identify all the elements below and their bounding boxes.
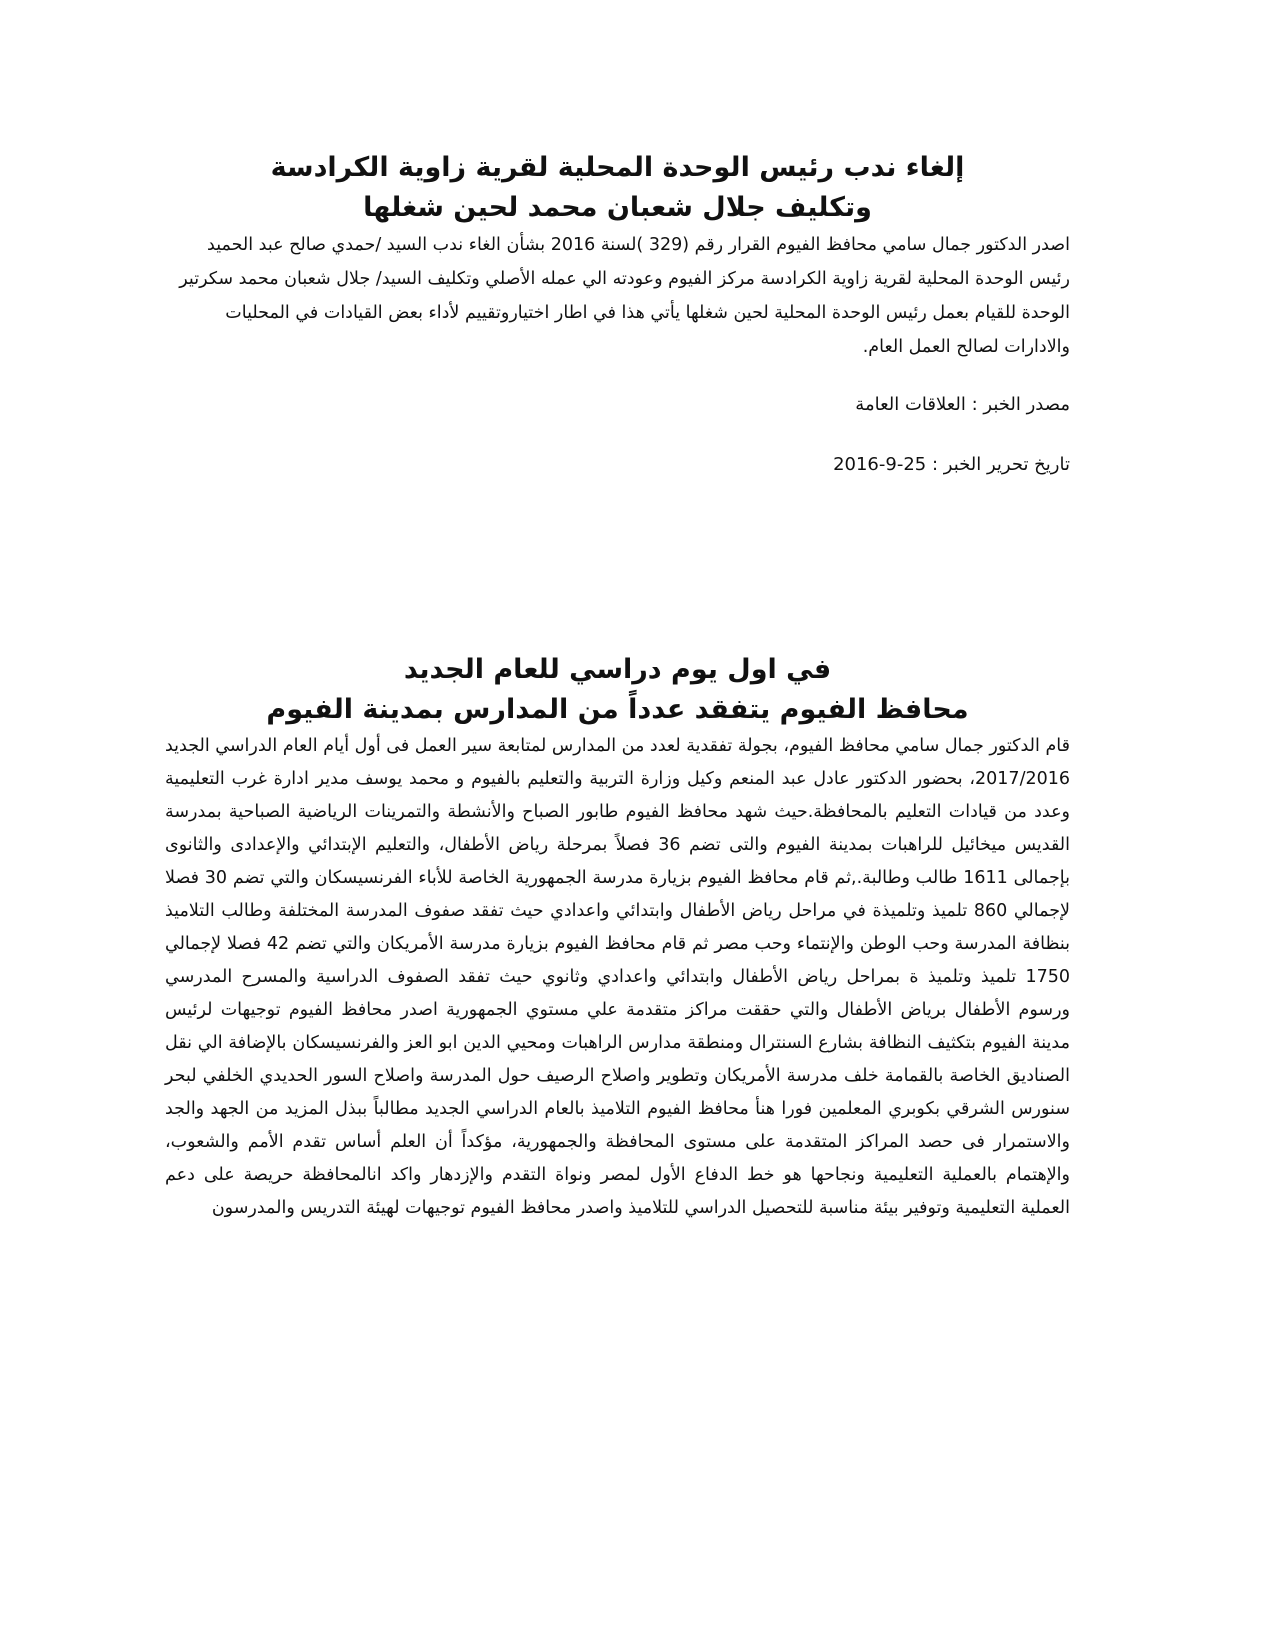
article-headline — [165, 650, 1070, 730]
headline-line-1: في اول يوم دراسي للعام الجديد — [403, 654, 832, 685]
news-source: مصدر الخبر : العلاقات العامة — [855, 394, 1070, 415]
article-body: قام الدكتور جمال سامي محافظ الفيوم، بجولة تفقدية لعدد من المدارس لمتابعة سير العمل فى أول أيام العام الدراسي الجديد 2017/2016، بحضور الدكتور عادل عبد المنعم وكيل وزارة التربية والتعليم بالفيوم و محمد يوسف مدير ادارة غرب التعليمية وعدد من قيادات التعليم بالمحافظة.حيث شهد محافظ الفيوم طابور الصباح والأنشطة والتمرينات الرياضية الصباحية بمدرسة القديس ميخائيل للراهبات بمدينة الفيوم والتى تضم 36 فصلاً بمرحلة رياض الأطفال، والتعليم الإبتدائي والإعدادى والثانوى بإجمالى 1611 طالب وطالبة.,ثم قام محافظ الفيوم بزيارة مدرسة الجمهورية الخاصة للأباء الفرنسيسكان والتي تضم 30 فصلا لإجمالي 860 تلميذ وتلميذة في مراحل رياض الأطفال وابتدائي واعدادي حيث تفقد صفوف المدرسة المختلفة وطالب التلاميذ بنظافة المدرسة وحب الوطن والإنتماء وحب مصر ثم قام محافظ الفيوم بزيارة مدرسة الأمريكان والتي تضم 42 فصلا لإجمالي 1750 تلميذ وتلميذ ة بمراحل رياض الأطفال وابتدائي واعدادي وثانوي حيث تفقد الصفوف الدراسية والمسرح المدرسي ورسوم الأطفال برياض الأطفال والتي حققت مراكز متقدمة علي مستوي الجمهورية اصدر محافظ الفيوم توجيهات لرئيس مدينة الفيوم بتكثيف النظافة بشارع السنترال ومنطقة مدارس الراهبات ومحيي الدين ابو العز والفرنسيسكان بالإضافة الي نقل الصناديق الخاصة بالقمامة خلف مدرسة الأمريكان وتطوير واصلاح الرصيف حول المدرسة واصلاح السور الحديدي الخلفي لبحر سنورس الشرقي بكوبري المعلمين فورا هنأ محافظ الفيوم التلاميذ بالعام الدراسي الجديد مطالباً ببذل المزيد من الجهد والجد والاستمرار فى حصد المراكز المتقدمة على مستوى المحافظة والجمهورية، مؤكداً أن العلم أساس تقدم الأمم والشعوب، والإهتمام بالعملية التعليمية ونجاحها هو خط الدفاع الأول لمصر ونواة التقدم والإزدهار واكد انالمحافظة حريصة على دعم العملية التعليمية وتوفير بيئة مناسبة للتحصيل الدراسي للتلاميذ واصدر محافظ الفيوم توجيهات لهيئة التدريس والمدرسون — [165, 736, 1071, 1218]
article-headline — [165, 148, 1070, 228]
article-school-visit — [165, 650, 1070, 1225]
headline-line-2: وتكليف جلال شعبان محمد لحين شغلها — [363, 192, 872, 223]
article-governor-decree — [165, 148, 1070, 480]
news-date: تاريخ تحرير الخبر : 25-9-2016 — [833, 454, 1070, 475]
article-body: اصدر الدكتور جمال سامي محافظ الفيوم القرار رقم (329 )لسنة 2016 بشأن الغاء ندب السيد /حمدي صالح عبد الحميد رئيس الوحدة المحلية لقرية زاوية الكرادسة مركز الفيوم وعودته الي عمله الأصلي وتكليف السيد/ جلال شعبان محمد سكرتير الوحدة للقيام بعمل رئيس الوحدة المحلية لحين شغلها يأتي هذا في اطار اختياروتقييم لأداء بعض القيادات في المحليات والادارات لصالح العمل العام. — [179, 235, 1070, 357]
headline-line-1: إلغاء ندب رئيس الوحدة المحلية لقرية زاوية الكرادسة — [270, 152, 965, 183]
headline-line-2: محافظ الفيوم يتفقد عدداً من المدارس بمدينة الفيوم — [266, 694, 969, 725]
